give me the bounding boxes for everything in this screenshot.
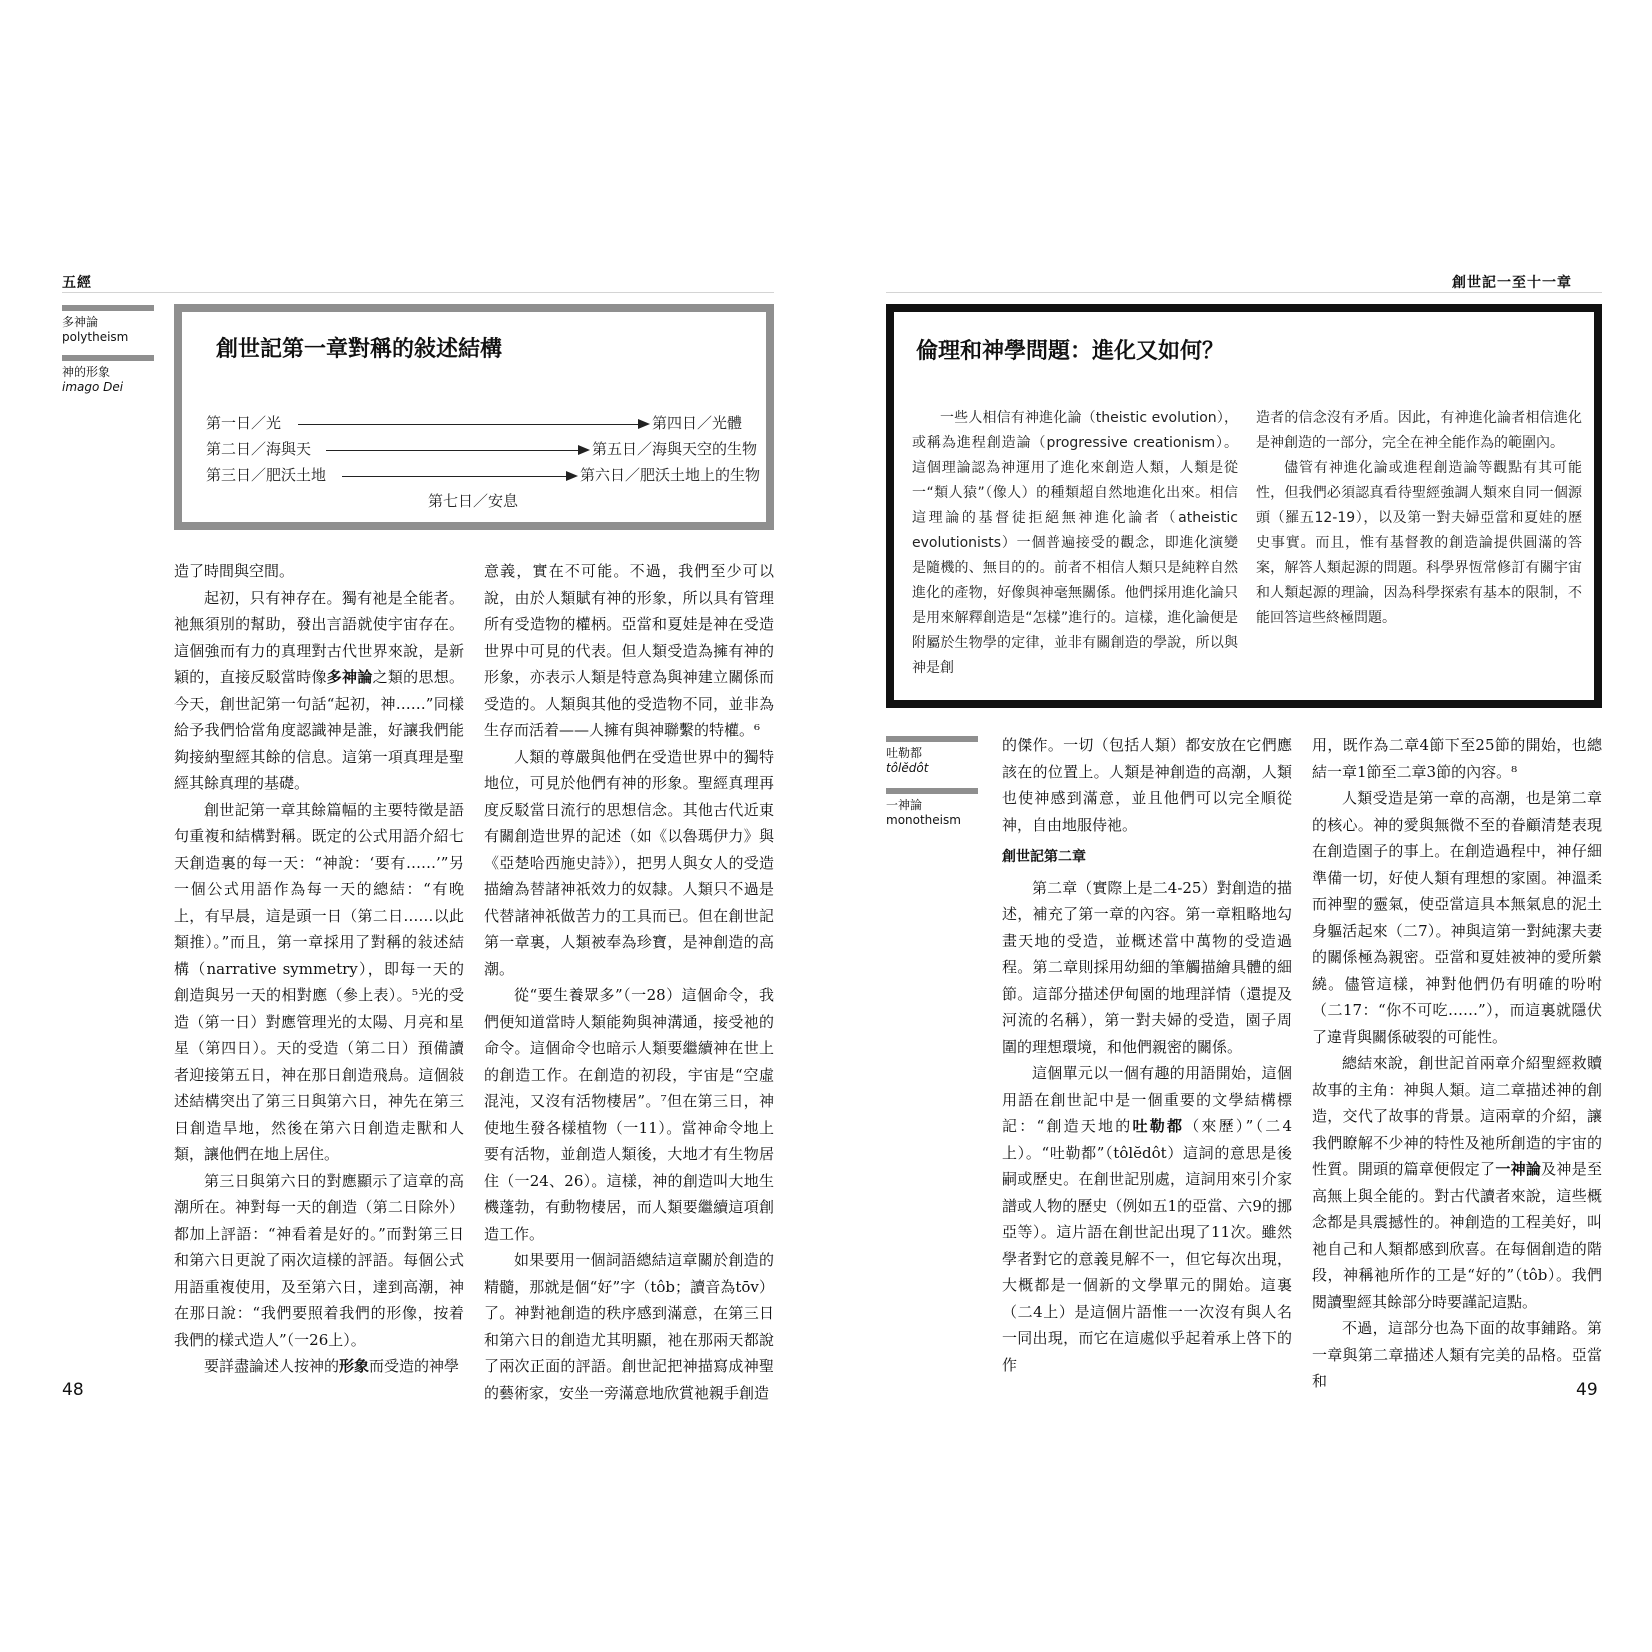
- section-heading: 創世記第二章: [1002, 849, 1086, 865]
- arrow-head: [566, 471, 578, 481]
- arrow-head: [578, 445, 590, 455]
- left-running-head: 五經: [62, 275, 92, 291]
- gloss-en: imago Dei: [62, 380, 124, 394]
- symmetry-left-label: 第一日／光: [206, 414, 282, 432]
- symmetry-row-3: [206, 464, 766, 488]
- paragraph: 造了時間與空間。: [174, 562, 295, 580]
- paragraph: 人類的尊嚴與他們在受造世界中的獨特地位，可見於他們有神的形象。聖經真理再度反駁當日流行的思想信念。其他古代近東有關創造世界的記述（如《以魯瑪伊力》與《亞楚哈西施史詩》），把男人與女人的受造描繪為替諸神祇效力的奴隸。人類只不過是代替諸神祇做苦力的工具而已。但在創世記第一章裏，人類被奉為珍寶，是神創造的高潮。: [484, 747, 774, 978]
- gloss-zh: 神的形象: [62, 365, 111, 379]
- left-header-rule: [62, 292, 774, 293]
- paragraph: 起初，只有神存在。獨有祂是全能者。祂無須別的幫助，發出言語就使宇宙存在。這個強而有力的真理對古代世界來說，是新穎的，直接反駁當時像多神論之類的思想。今天，創世記第一句話“起初，神……”同樣給予我們恰當角度認識神是誰，好讓我們能夠接納聖經其餘的信息。這第一項真理是聖經其餘真理的基礎。: [174, 588, 464, 792]
- gloss-en: polytheism: [62, 330, 129, 344]
- symmetry-left-label: 第三日／肥沃土地: [206, 466, 327, 484]
- paragraph: 第二章（實際上是二4-25）對創造的描述，補充了第一章的內容。第一章粗略地勾畫天地的受造，並概述當中萬物的受造過程。第二章則採用幼細的筆觸描繪具體的細節。這部分描述伊甸園的地理詳情（還提及河流的名稱），第一對夫婦的受造，園子周圍的理想環境，和他們親密的關係。: [1002, 878, 1292, 1056]
- term-monotheism: 一神論: [1495, 1160, 1542, 1178]
- gloss-en: tôlĕdôt: [886, 761, 929, 775]
- paragraph: 從“要生養眾多”（一28）這個命令，我們便知道當時人類能夠與神溝通，接受祂的命令。這個命令也暗示人類要繼續神在世上的創造工作。在創造的初段，宇宙是“空虛混沌，又沒有活物棲居”。⁷但在第三日，神使地生發各樣植物（一11）。當神命令地上要有活物，並創造人類後，大地才有生物居住（一24、26）。這樣，神的創造叫大地生機蓬勃，有動物棲居，而人類要繼續這項創造工作。: [484, 986, 774, 1243]
- paragraph: 總結來說，創世記首兩章介紹聖經救贖故事的主角：神與人類。這二章描述神的創造，交代了故事的背景。這兩章的介紹，讓我們瞭解不少神的特性及祂所創造的宇宙的性質。開頭的篇章便假定了一神論及神是至高無上與全能的。對古代讀者來說，這些概念都是具震撼性的。神創造的工程美好，叫祂自己和人類都感到欣喜。在每個創造的階段，神稱祂所作的工是“好的”（tôb）。我們閱讀聖經其餘部分時要謹記這點。: [1312, 1054, 1602, 1311]
- gloss-bar: [886, 736, 978, 742]
- symmetry-right-label: 第四日／光體: [652, 414, 743, 432]
- term-toledot: 吐勒都: [1132, 1117, 1185, 1135]
- symmetry-day7: 第七日／安息: [428, 492, 519, 510]
- arrow-line: [298, 424, 638, 425]
- paragraph: 用，既作為二章4節下至25節的開始，也總結一章1節至二章3節的內容。⁸: [1312, 736, 1602, 781]
- paragraph: 的傑作。一切（包括人類）都安放在它們應該在的位置上。人類是神創造的高潮，人類也使神感到滿意，並且他們可以完全順從神，自由地服侍祂。: [1002, 736, 1292, 834]
- paragraph: 人類受造是第一章的高潮，也是第二章的核心。神的愛與無微不至的眷顧清楚表現在創造園子的事上。在創造過程中，神仔細準備一切，好使人類有理想的家園。神溫柔而神聖的靈氣，使亞當這具本無氣息的泥土身軀活起來（二7）。神與這第一對純潔夫妻的關係極為親密。亞當和夏娃被神的愛所縈繞。儘管這樣，神對他們仍有明確的吩咐（二17：“你不可吃……”），而這裏就隱伏了違背與關係破裂的可能性。: [1312, 789, 1602, 1046]
- gloss-bar: [62, 305, 154, 311]
- paragraph: 不過，這部分也為下面的故事鋪路。第一章與第二章描述人類有完美的品格。亞當和: [1312, 1319, 1602, 1390]
- symmetry-row-1: [206, 412, 766, 436]
- paragraph: 要詳盡論述人按神的形象而受造的神學: [204, 1357, 460, 1375]
- paragraph: 如果要用一個詞語總結這章關於創造的精髓，那就是個“好”字（tôb；讀音為tōv）了。神對祂創造的秩序感到滿意，在第三日和第六日的創造尤其明顯，祂在那兩天都說了兩次正面的評語。創世記把神描寫成神聖的藝術家，安坐一旁滿意地欣賞祂親手創造: [484, 1251, 774, 1402]
- gloss-bar: [62, 355, 154, 361]
- ethics-box: [886, 304, 1602, 708]
- gloss-en: monotheism: [886, 813, 961, 827]
- term-polytheism: 多神論: [326, 668, 373, 686]
- right-column-2: [1312, 732, 1602, 1395]
- symmetry-table-box: [174, 304, 774, 530]
- gloss-polytheism: [62, 305, 154, 345]
- paragraph: 造者的信念沒有矛盾。因此，有神進化論者相信進化是神創造的一部分，完全在神全能作為的範圍內。: [1256, 410, 1582, 451]
- symmetry-row-2: [206, 438, 766, 462]
- ethics-box-column-1: [912, 406, 1238, 681]
- gloss-monotheism: [886, 788, 978, 828]
- paragraph: 創世記第一章其餘篇幅的主要特徵是語句重複和結構對稱。既定的公式用語介紹七天創造裏的每一天：“神說：‘要有……’”另一個公式用語作為每一天的總結：“有晚上，有早晨，這是頭一日（第二日……以此類推）。”而且，第一章採用了對稱的敍述結構（narrative symmetry），即每一天的創造與另一天的相對應（參上表）。⁵光的受造（第一日）對應管理光的太陽、月亮和星星（第四日）。天的受造（第二日）預備讀者迎接第五日，神在那日創造飛鳥。這個敍述結構突出了第三日與第六日，神先在第三日創造旱地，然後在第六日創造走獸和人類，讓他們在地上居住。: [174, 800, 464, 1163]
- right-header-rule: [886, 292, 1602, 293]
- term-image: 形象: [339, 1357, 370, 1375]
- arrow-head: [638, 419, 650, 429]
- symmetry-table-title: 創世記第一章對稱的敍述結構: [216, 337, 503, 362]
- left-page-number: 48: [62, 1380, 84, 1400]
- gloss-zh: 吐勒都: [886, 746, 923, 760]
- arrow-line: [342, 476, 566, 477]
- left-column-1: [174, 558, 464, 1380]
- gloss-zh: 多神論: [62, 315, 99, 329]
- gloss-imago-dei: [62, 355, 154, 395]
- left-column-2: [484, 558, 774, 1406]
- symmetry-right-label: 第五日／海與天空的生物: [592, 440, 758, 458]
- paragraph: 這個單元以一個有趣的用語開始，這個用語在創世記中是一個重要的文學結構標記：“創造天地的吐勒都（來歷）”（二4上）。“吐勒都”（tôlĕdôt）這詞的意思是後嗣或歷史。在創世記別處，這詞用來引介家譜或人物的歷史（例如五1的亞當、六9的挪亞等）。這片語在創世記出現了11次。雖然學者對它的意義見解不一，但它每次出現，大概都是一個新的文學單元的開始。這裏（二4上）是這個片語惟一一次沒有與人名一同出現，而它在這處似乎起着承上啓下的作: [1002, 1064, 1292, 1374]
- ethics-box-title: 倫理和神學問題：進化又如何？: [916, 339, 1225, 364]
- paragraph: 第三日與第六日的對應顯示了這章的高潮所在。神對每一天的創造（第二日除外）都加上評語：“神看着是好的。”而對第三日和第六日更說了兩次這樣的評語。每個公式用語重複使用，及至第六日，達到高潮，神在那日說：“我們要照着我們的形像，按着我們的樣式造人”（一26上）。: [174, 1171, 464, 1349]
- right-page-number: 49: [1576, 1380, 1598, 1400]
- gloss-zh: 一神論: [886, 798, 923, 812]
- gloss-bar: [886, 788, 978, 794]
- right-column-1: [1002, 732, 1292, 1378]
- gloss-toledot: [886, 736, 978, 776]
- paragraph: 意義，實在不可能。不過，我們至少可以說，由於人類賦有神的形象，所以具有管理所有受造物的權柄。亞當和夏娃是神在受造世界中可見的代表。但人類受造為擁有神的形象，亦表示人類是特意為與神建立關係而受造的。人類與其他的受造物不同，並非為生存而活着——人擁有與神聯繫的特權。⁶: [484, 562, 774, 739]
- right-running-head: 創世記一至十一章: [1452, 275, 1572, 291]
- symmetry-left-label: 第二日／海與天: [206, 440, 312, 458]
- paragraph: 一些人相信有神進化論（theistic evolution），或稱為進程創造論（progressive creationism）。這個理論認為神運用了進化來創造人類，人類是從一“類人猿”（像人）的種類超自然地進化出來。相信這理論的基督徒拒絕無神進化論者（atheistic evolutionists）一個普遍接受的觀念，即進化演變是隨機的、無目的的。前者不相信人類只是純粹自然進化的產物，好像與神毫無關係。他們採用進化論只是用來解釋創造是“怎樣”進行的。這樣，進化論便是附屬於生物學的定律，並非有關創造的學說，所以與神是創: [912, 410, 1238, 676]
- symmetry-right-label: 第六日／肥沃土地上的生物: [580, 466, 761, 484]
- paragraph: 儘管有神進化論或進程創造論等觀點有其可能性，但我們必須認真看待聖經強調人類來自同一個源頭（羅五12-19），以及第一對夫婦亞當和夏娃的歷史事實。而且，惟有基督教的創造論提供圓滿的答案，解答人類起源的問題。科學界恆常修訂有關宇宙和人類起源的理論，因為科學探索有基本的限制，不能回答這些終極問題。: [1256, 460, 1582, 626]
- ethics-box-column-2: [1256, 406, 1582, 631]
- arrow-line: [326, 450, 578, 451]
